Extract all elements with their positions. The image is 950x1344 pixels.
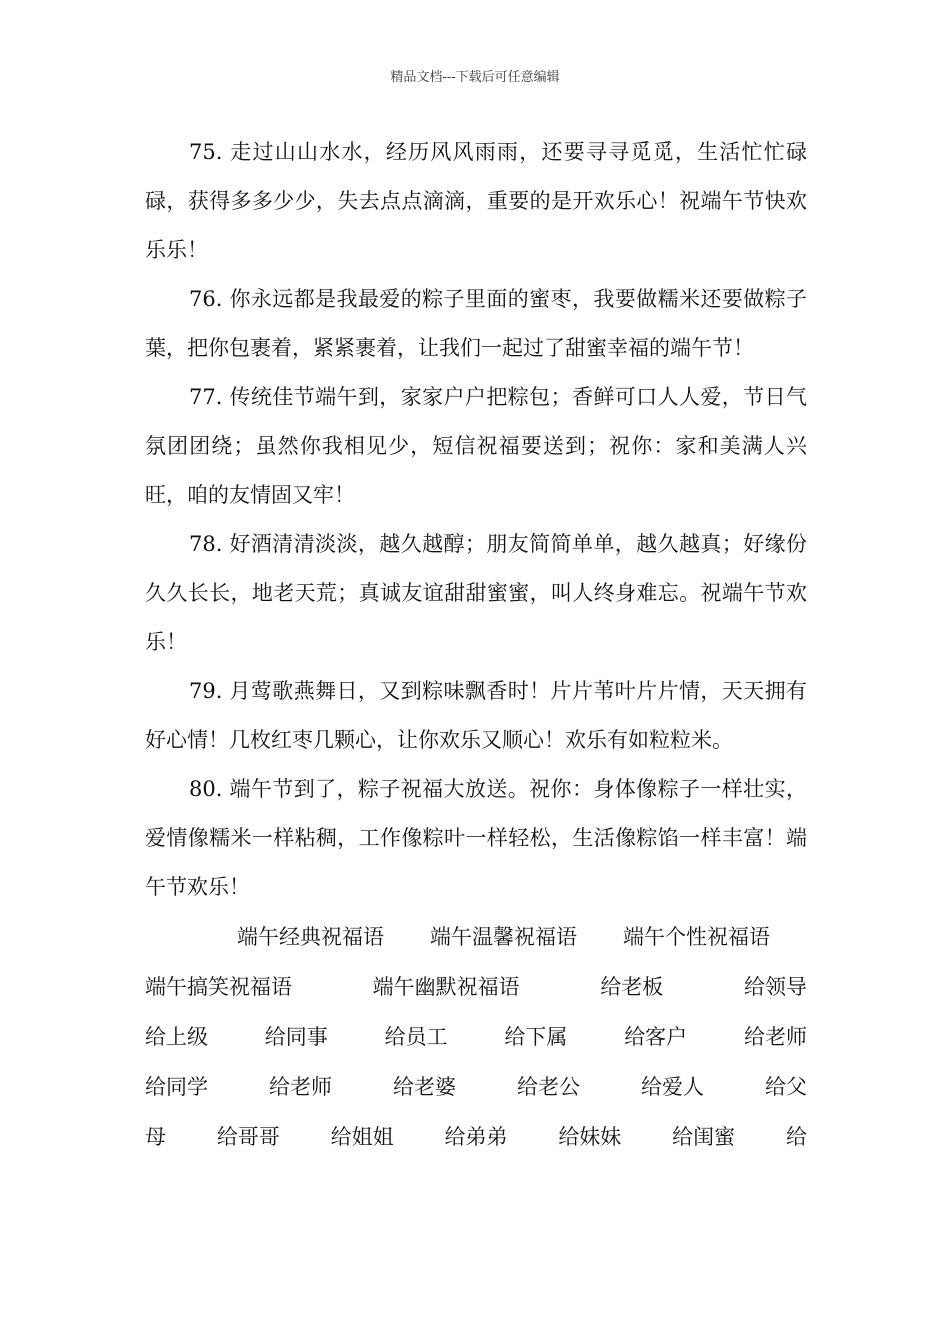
link-item[interactable]: 给同学 [145,1075,208,1099]
link-item[interactable]: 给姐姐 [330,1125,394,1149]
paragraph-79: 79. 月莺歌燕舞日，又到粽味飘香时！片片苇叶片片情，天天拥有好心情！几枚红枣几颗心，让你欢乐又顺心！欢乐有如粒粒米。 [145,679,807,752]
link-line-1 [145,912,807,962]
link-item[interactable]: 给老公 [517,1075,580,1099]
link-line-3 [145,1012,807,1062]
link-item[interactable]: 母 [145,1125,166,1149]
link-item[interactable]: 给哥哥 [216,1125,280,1149]
link-item[interactable]: 给爱人 [641,1075,704,1099]
link-item[interactable]: 给老师 [269,1075,332,1099]
link-item[interactable]: 端午幽默祝福语 [372,975,520,999]
link-item[interactable]: 给领导 [743,975,807,999]
link-item[interactable]: 给老板 [600,975,664,999]
link-item[interactable]: 端午搞笑祝福语 [145,975,292,999]
link-item[interactable]: 给员工 [384,1025,448,1049]
document-body [145,128,807,1162]
link-line-2 [145,962,807,1012]
link-item[interactable]: 端午温馨祝福语 [430,925,577,949]
link-item[interactable]: 给同事 [264,1025,328,1049]
link-item[interactable]: 给上级 [145,1025,208,1049]
paragraph-77: 77. 传统佳节端午到，家家户户把粽包；香鲜可口人人爱，节日气氛团团绕；虽然你我相见少，短信祝福要送到；祝你：家和美满人兴旺，咱的友情固又牢！ [145,385,807,507]
link-line-5 [145,1112,807,1162]
paragraph-76: 76. 你永远都是我最爱的粽子里面的蜜枣，我要做糯米还要做粽子葉，把你包裹着，紧紧裹着，让我们一起过了甜蜜幸福的端午节！ [145,287,807,360]
link-line-4 [145,1062,807,1112]
paragraph-78: 78. 好酒清清淡淡，越久越醇；朋友简简单单，越久越真；好缘份久久长长，地老天荒；真诚友谊甜甜蜜蜜，叫人终身难忘。祝端午节欢乐！ [145,532,807,654]
link-item[interactable]: 给老师 [743,1025,807,1049]
link-item[interactable]: 给 [785,1125,807,1149]
link-item[interactable]: 给客户 [624,1025,688,1049]
link-item[interactable]: 给下属 [504,1025,568,1049]
link-item[interactable]: 端午个性祝福语 [623,925,770,949]
link-item[interactable]: 给弟弟 [444,1125,508,1149]
paragraph-80: 80. 端午节到了，粽子祝福大放送。祝你：身体像粽子一样壮实，爱情像糯米一样粘稠，工作像粽叶一样轻松，生活像粽馅一样丰富！端午节欢乐！ [145,777,807,899]
link-item[interactable]: 给老婆 [393,1075,456,1099]
link-item[interactable]: 给闺蜜 [672,1125,736,1149]
link-item[interactable]: 端午经典祝福语 [237,925,384,949]
page-header: 精品文档---下载后可任意编辑 [390,70,560,85]
link-item[interactable]: 给父 [765,1075,807,1099]
link-item[interactable]: 给妹妹 [558,1125,622,1149]
paragraph-75: 75. 走过山山水水，经历风风雨雨，还要寻寻觅觅，生活忙忙碌碌，获得多多少少，失去点点滴滴，重要的是开欢乐心！祝端午节快欢乐乐！ [145,140,807,262]
